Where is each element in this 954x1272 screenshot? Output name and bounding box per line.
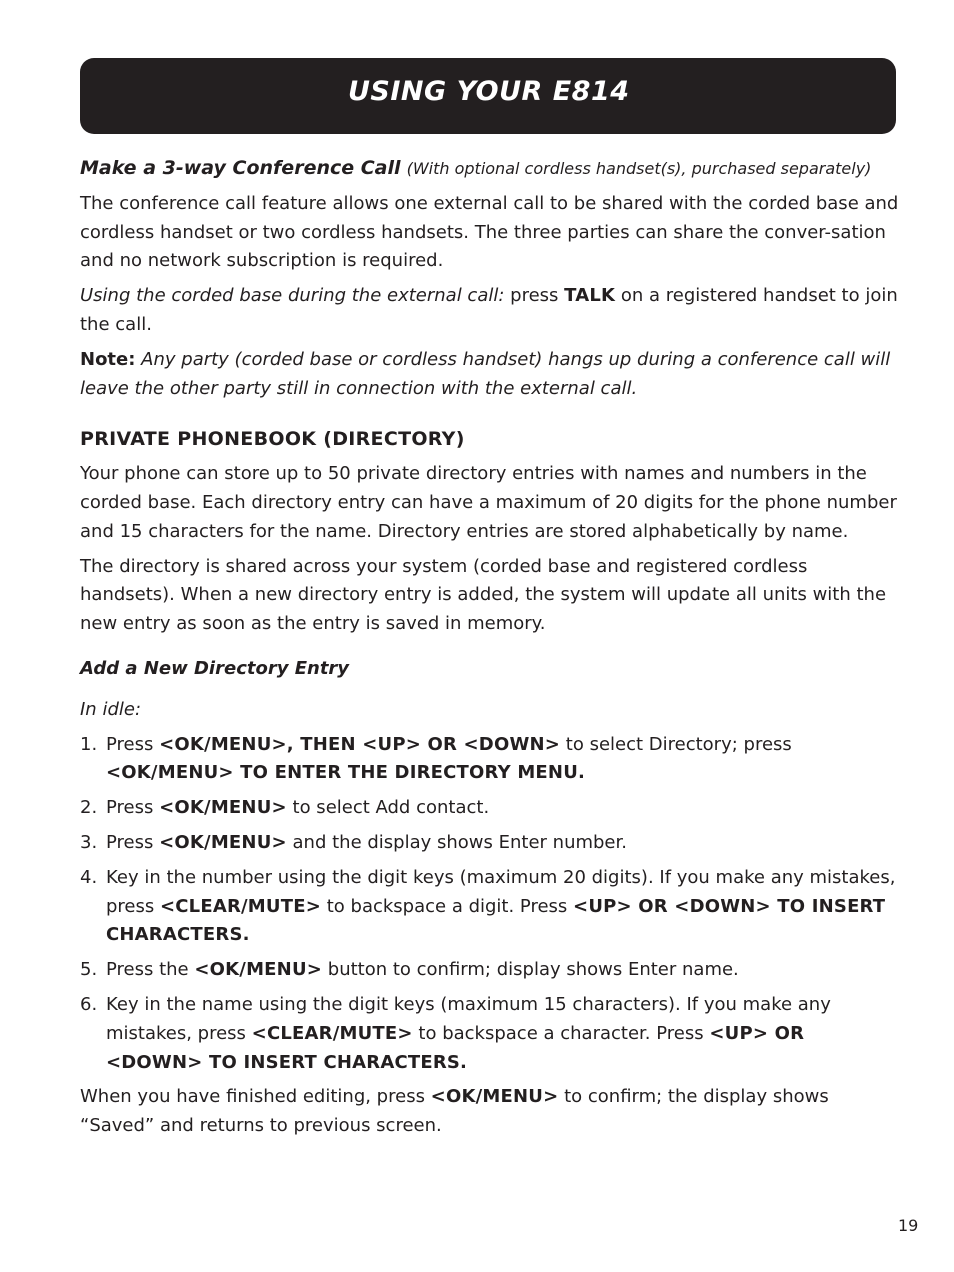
step-key: <OK/MENU> [194, 959, 323, 981]
step-text: to backspace a character. Press [412, 1022, 710, 1044]
list-item [80, 991, 900, 1077]
step-number: 6. [80, 993, 98, 1015]
step-key: <OK/MENU>, THEN <UP> OR <DOWN> [159, 733, 561, 755]
conference-heading-note: (With optional cordless handset(s), purchased separately) [406, 159, 872, 178]
list-item [80, 794, 900, 823]
finish-text-a: When you have finished editing, press [80, 1086, 431, 1108]
step-text: to select Add contact. [286, 797, 490, 819]
finish-text [80, 1083, 900, 1141]
conference-body: The conference call feature allows one external call to be shared with the corded base and cordless handset or two cordless handsets. The three parties can share the conver-sation and no network subscription is required. [80, 192, 899, 272]
step-key: <CLEAR/MUTE> [159, 895, 321, 917]
conference-note [80, 346, 900, 404]
finish-key: <OK/MENU> [430, 1086, 559, 1108]
usage-intro: Using the corded base during the external call: [80, 285, 505, 307]
step-text: Press the [106, 959, 195, 981]
step-key: <OK/MENU> [159, 831, 287, 853]
list-item [80, 864, 900, 950]
step-text: Press [106, 797, 160, 819]
phonebook-para-2: The directory is shared across your system (corded base and registered cordless handsets). When a new directory entry is added, the system will update all units with the new entry as soon as the entry is saved in memory. [80, 555, 887, 635]
step-text: button to confirm; display shows Enter name. [322, 959, 739, 981]
step-number: 5. [80, 959, 98, 981]
step-text: Press [106, 831, 160, 853]
step-number: 1. [80, 733, 98, 755]
step-text: Key in the name using the digit keys (maximum 15 characters). If you make any mistakes, press [106, 993, 831, 1044]
step-number: 4. [80, 866, 98, 888]
page-number: 19 [898, 1216, 919, 1235]
finish-text-c: to confirm; the display shows “Saved” and returns to previous screen. [80, 1086, 829, 1137]
header-bar [80, 58, 896, 134]
phonebook-heading: PRIVATE PHONEBOOK (DIRECTORY) [80, 428, 465, 451]
step-key: <OK/MENU> [159, 797, 287, 819]
step-key: <OK/MENU> TO ENTER THE DIRECTORY MENU. [106, 762, 586, 784]
phonebook-para-1: Your phone can store up to 50 private directory entries with names and numbers in the corded base. Each directory entry can have a maximum of 20 digits for the phone number and 15 characters for the name. Directory entries are stored alphabetically by name. [80, 463, 897, 542]
note-text: Any party (corded base or cordless handset) hangs up during a conference call will leave the other party still in connection with the external call. [80, 348, 891, 399]
list-item [80, 829, 900, 858]
step-text: to select Directory; press [560, 733, 792, 755]
step-key: <UP> OR <DOWN> TO INSERT CHARACTERS. [106, 1022, 805, 1073]
page-title: USING YOUR E814 [348, 76, 630, 107]
step-key: <CLEAR/MUTE> [251, 1022, 413, 1044]
note-label: Note: [80, 348, 136, 370]
conference-usage [80, 282, 900, 340]
step-number: 2. [80, 797, 98, 819]
conference-heading-line [80, 154, 900, 184]
steps-list [80, 731, 900, 1078]
list-item [80, 731, 900, 789]
idle-label: In idle: [80, 698, 142, 720]
add-entry-heading: Add a New Directory Entry [80, 657, 350, 679]
page-content [80, 154, 900, 1141]
list-item [80, 956, 900, 985]
conference-heading: Make a 3-way Conference Call [80, 157, 401, 179]
step-number: 3. [80, 831, 98, 853]
step-text: and the display shows Enter number. [286, 831, 627, 853]
step-text: Key in the number using the digit keys (maximum 20 digits). If you make any mistakes, press [106, 866, 896, 917]
usage-press: press [504, 285, 565, 307]
usage-key: TALK [564, 285, 616, 307]
step-key: <UP> OR <DOWN> TO INSERT CHARACTERS. [106, 895, 886, 946]
step-text: Press [106, 733, 160, 755]
step-text: to backspace a digit. Press [321, 895, 574, 917]
usage-rest: on a registered handset to join the call. [80, 285, 898, 335]
